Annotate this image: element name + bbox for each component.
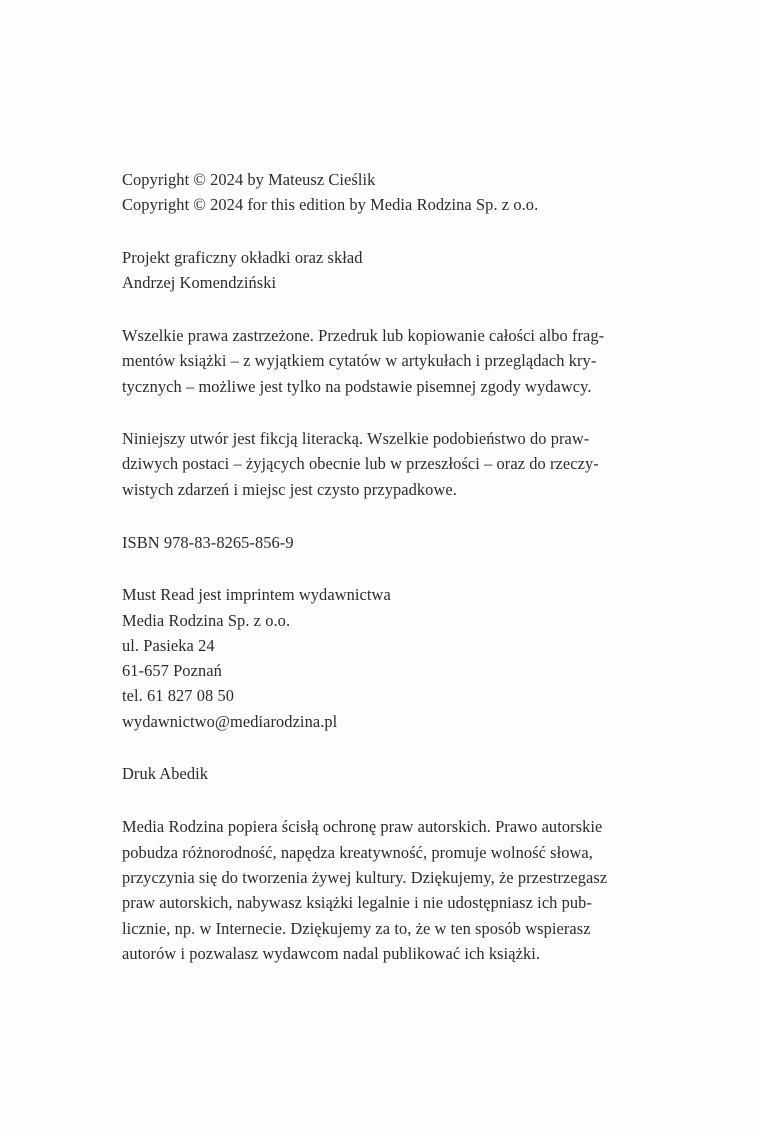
copyright-notice-line-6: autorów i pozwalasz wydawcom nadal publikować ich książki. <box>122 943 541 963</box>
copyright-notice-line-2: pobudza różnorodność, napędza kreatywność, promuje wolność słowa, <box>122 842 593 862</box>
publisher-address-block <box>122 582 622 734</box>
publisher-email: wydawnictwo@mediarodzina.pl <box>122 711 338 731</box>
copyright-line-author: Copyright © 2024 by Mateusz Cieślik <box>122 170 376 189</box>
copyright-line-edition: Copyright © 2024 for this edition by Media Rodzina Sp. z o.o. <box>122 195 539 215</box>
fiction-disclaimer-block <box>122 426 622 502</box>
isbn-block <box>122 530 622 555</box>
copyright-notice-line-1: Media Rodzina popiera ścisłą ochronę praw autorskich. Prawo autorskie <box>122 817 603 837</box>
rights-line-1: Wszelkie prawa zastrzeżone. Przedruk lub kopiowanie całości albo frag- <box>122 326 605 346</box>
printer-block <box>122 761 622 786</box>
publisher-postal-city: 61-657 Poznań <box>122 661 222 681</box>
isbn-value: ISBN 978-83-8265-856-9 <box>122 532 294 552</box>
rights-line-2: mentów książki – z wyjątkiem cytatów w artykułach i przeglądach kry- <box>122 351 597 371</box>
publisher-street: ul. Pasieka 24 <box>122 635 215 655</box>
credits-role-label: Projekt graficzny okładki oraz skład <box>122 247 363 267</box>
credits-block <box>122 245 622 296</box>
fiction-disclaimer-line-2: dziwych postaci – żyjących obecnie lub w przeszłości – oraz do rzeczy- <box>122 454 599 474</box>
imprint-text-column <box>122 167 622 966</box>
fiction-disclaimer-line-3: wistych zdarzeń i miejsc jest czysto przypadkowe. <box>122 479 457 499</box>
rights-reserved-block <box>122 323 622 399</box>
publisher-phone: tel. 61 827 08 50 <box>122 686 235 706</box>
fiction-disclaimer-line-1: Niniejszy utwór jest fikcją literacką. Wszelkie podobieństwo do praw- <box>122 429 590 449</box>
imprint-statement: Must Read jest imprintem wydawnictwa <box>122 585 391 605</box>
publisher-name: Media Rodzina Sp. z o.o. <box>122 610 291 630</box>
copyright-notice-block <box>122 814 622 966</box>
printer-name: Druk Abedik <box>122 764 209 784</box>
copyright-block <box>122 167 622 218</box>
copyright-notice-line-4: praw autorskich, nabywasz książki legalnie i nie udostępniasz ich pub- <box>122 893 592 913</box>
rights-line-3: tycznych – możliwe jest tylko na podstawie pisemnej zgody wydawcy. <box>122 376 592 396</box>
copyright-notice-line-3: przyczynia się do tworzenia żywej kultury. Dziękujemy, że przestrzegasz <box>122 867 608 887</box>
credits-designer-name: Andrzej Komendziński <box>122 272 277 292</box>
copyright-notice-line-5: licznie, np. w Internecie. Dziękujemy za to, że w ten sposób wspierasz <box>122 918 591 938</box>
